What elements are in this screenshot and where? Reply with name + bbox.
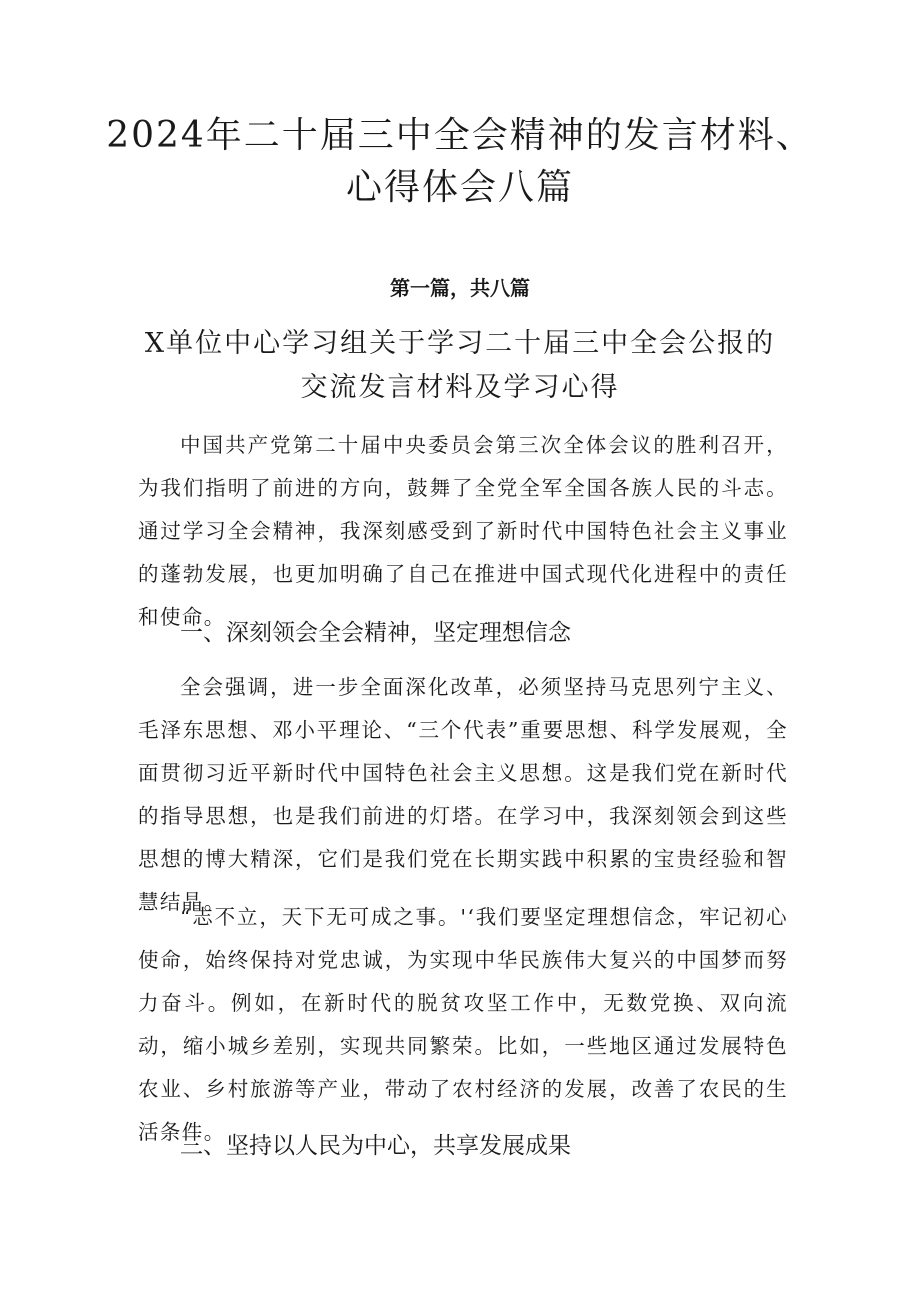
article-title-line-2: 交流发言材料及学习心得 bbox=[300, 372, 620, 403]
chapter-label: 第一篇，共八篇 bbox=[390, 276, 530, 300]
intro-paragraph: 中国共产党第二十届中央委员会第三次全体会议的胜利召开，为我们指明了前进的方向，鼓舞了全党全军全国各族人民的斗志。通过学习全会精神，我深刻感受到了新时代中国特色社会主义事业的蓬勃发展，也更加明确了自己在推进中国式现代化进程中的责任和使命。 bbox=[138, 433, 788, 629]
document-title-line-2: 心得体会八篇 bbox=[345, 167, 574, 208]
section-heading-3: 三、坚持以人民为中心，共享发展成果 bbox=[180, 1133, 571, 1159]
body-paragraph-2: 全会强调，进一步全面深化改革，必须坚持马克思列宁主义、毛泽东思想、邓小平理论、“三个代表”重要思想、科学发展观，全面贯彻习近平新时代中国特色社会主义思想。这是我们党在新时代的指导思想，也是我们前进的灯塔。在学习中，我深刻领会到这些思想的博大精深，它们是我们党在长期实践中积累的宝贵经验和智慧结晶。 bbox=[138, 675, 788, 914]
article-title-line-1: X单位中心学习组关于学习二十届三中全会公报的 bbox=[144, 328, 776, 359]
section-heading-1: 一、深刻领会全会精神，坚定理想信念 bbox=[180, 620, 571, 646]
body-paragraph-3: “志不立，天下无可成之事。'‘我们要坚定理想信念，牢记初心使命，始终保持对党忠诚，为实现中华民族伟大复兴的中国梦而努力奋斗。例如，在新时代的脱贫攻坚工作中，无数党换、双向流动，缩小城乡差别，实现共同繁荣。比如，一些地区通过发展特色农业、乡村旅游等产业，带动了农村经济的发展，改善了农民的生活条件。 bbox=[138, 905, 788, 1144]
document-title-line-1: 2024年二十届三中全会精神的发言材料、 bbox=[106, 115, 814, 156]
